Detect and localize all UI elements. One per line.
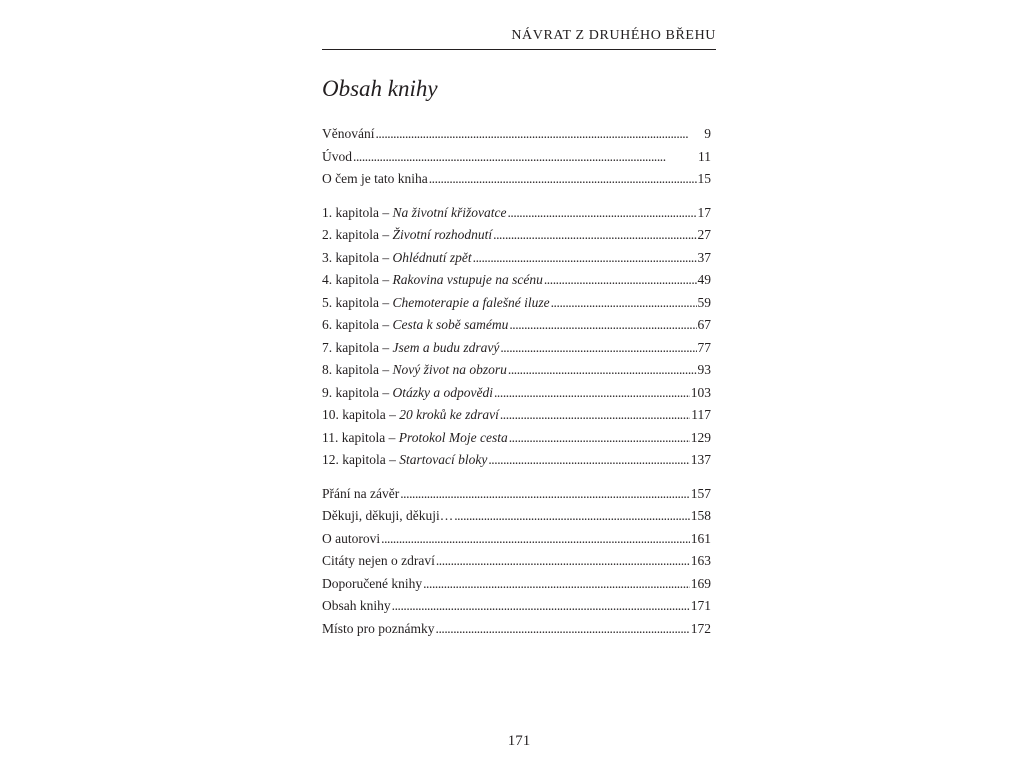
dot-leader bbox=[493, 224, 696, 247]
dot-leader bbox=[423, 573, 690, 596]
toc-entry-page: 37 bbox=[697, 249, 711, 265]
toc-chapter-entry bbox=[322, 337, 711, 360]
toc-entry-label: Citáty nejen o zdraví bbox=[322, 553, 435, 568]
toc-chapter-label bbox=[322, 202, 506, 225]
toc-entry-page: 137 bbox=[690, 452, 711, 467]
toc-entry bbox=[322, 573, 711, 596]
toc-entry-page: 67 bbox=[697, 317, 711, 332]
toc-chapter-label bbox=[322, 427, 508, 450]
toc-entry-label: Doporučené knihy bbox=[322, 575, 423, 591]
toc-entry-page: 103 bbox=[690, 384, 711, 400]
table-of-contents bbox=[322, 123, 711, 640]
dot-leader bbox=[508, 359, 697, 382]
toc-chapter-entry bbox=[322, 382, 711, 405]
toc-chapter-entry bbox=[322, 247, 711, 270]
toc-chapter-entry bbox=[322, 359, 711, 382]
dot-leader bbox=[381, 528, 690, 551]
chapter-title: 20 kroků ke zdraví bbox=[399, 407, 499, 422]
toc-entry-page: 9 bbox=[704, 126, 711, 141]
toc-chapter-label bbox=[322, 404, 499, 427]
toc-entry-label: Úvod bbox=[322, 148, 352, 164]
toc-entry bbox=[322, 146, 711, 169]
toc-entry-label: Přání na závěr bbox=[322, 485, 400, 501]
chapter-title: Na životní křižovatce bbox=[392, 204, 507, 220]
toc-chapter-label bbox=[322, 337, 499, 360]
toc-entry-page: 49 bbox=[697, 272, 711, 287]
chapter-title: Ohlédnutí zpět bbox=[392, 249, 472, 265]
toc-entry-label: O čem je tato kniha bbox=[322, 171, 428, 186]
dot-leader bbox=[488, 449, 689, 472]
running-head: NÁVRAT Z DRUHÉHO BŘEHU bbox=[511, 28, 716, 43]
dot-leader bbox=[500, 404, 690, 427]
toc-entry bbox=[322, 505, 711, 528]
chapter-title: Chemoterapie a falešné iluze bbox=[392, 294, 550, 310]
toc-entry bbox=[322, 595, 711, 618]
toc-chapter-label bbox=[322, 382, 493, 405]
toc-entry-page: 161 bbox=[690, 530, 711, 546]
toc-entry-page: 171 bbox=[690, 598, 711, 613]
chapter-prefix: 5. kapitola – bbox=[322, 294, 393, 310]
toc-entry-page: 117 bbox=[691, 407, 711, 422]
dot-leader bbox=[544, 269, 697, 292]
toc-entry-label: Věnování bbox=[322, 126, 375, 141]
toc-entry-label: Děkuji, děkuji, děkuji… bbox=[322, 508, 454, 523]
dot-leader bbox=[507, 202, 696, 225]
toc-entry-page: 163 bbox=[690, 553, 711, 568]
toc-entry-page: 157 bbox=[690, 485, 711, 501]
chapter-prefix: 4. kapitola – bbox=[322, 272, 393, 287]
page-title: Obsah knihy bbox=[322, 76, 438, 101]
chapter-title: Protokol Moje cesta bbox=[398, 429, 508, 445]
dot-leader bbox=[454, 505, 690, 528]
toc-entry bbox=[322, 483, 711, 506]
dot-leader bbox=[551, 292, 697, 315]
dot-leader bbox=[392, 595, 690, 618]
toc-entry-page: 172 bbox=[690, 620, 711, 636]
toc-chapter-label bbox=[322, 247, 472, 270]
dot-leader bbox=[400, 483, 690, 506]
toc-chapter-label bbox=[322, 224, 492, 247]
dot-leader bbox=[436, 550, 690, 573]
dot-leader bbox=[353, 146, 697, 169]
toc-chapter-entry bbox=[322, 449, 711, 472]
toc-chapter-label bbox=[322, 359, 507, 382]
chapter-prefix: 8. kapitola – bbox=[322, 362, 393, 377]
toc-chapter-entry bbox=[322, 269, 711, 292]
toc-entry-label: O autorovi bbox=[322, 530, 381, 546]
chapter-prefix: 9. kapitola – bbox=[322, 384, 393, 400]
toc-entry-page: 11 bbox=[698, 148, 711, 164]
toc-entry bbox=[322, 528, 711, 551]
chapter-prefix: 12. kapitola – bbox=[322, 452, 400, 467]
toc-chapter-label bbox=[322, 269, 543, 292]
toc-chapter-label bbox=[322, 292, 550, 315]
dot-leader bbox=[509, 427, 690, 450]
dot-leader bbox=[429, 168, 697, 191]
toc-chapter-entry bbox=[322, 427, 711, 450]
dot-leader bbox=[473, 247, 697, 270]
dot-leader bbox=[375, 123, 703, 146]
toc-chapter-entry bbox=[322, 404, 711, 427]
chapter-prefix: 3. kapitola – bbox=[322, 249, 393, 265]
dot-leader bbox=[494, 382, 690, 405]
toc-entry-page: 169 bbox=[690, 575, 711, 591]
chapter-prefix: 11. kapitola – bbox=[322, 429, 399, 445]
toc-chapters bbox=[322, 202, 711, 472]
chapter-title: Rakovina vstupuje na scénu bbox=[392, 272, 543, 287]
toc-entry-page: 77 bbox=[697, 339, 711, 355]
dot-leader bbox=[436, 618, 690, 641]
toc-entry bbox=[322, 123, 711, 146]
page-number: 171 bbox=[507, 733, 531, 749]
toc-chapter-label bbox=[322, 314, 508, 337]
toc-chapter-entry bbox=[322, 202, 711, 225]
toc-entry-label: Obsah knihy bbox=[322, 598, 391, 613]
chapter-prefix: 7. kapitola – bbox=[322, 339, 393, 355]
toc-entry-label: Místo pro poznámky bbox=[322, 620, 435, 636]
chapter-title: Nový život na obzoru bbox=[392, 362, 507, 377]
header-rule bbox=[322, 49, 716, 50]
chapter-prefix: 10. kapitola – bbox=[322, 407, 400, 422]
toc-entry-page: 129 bbox=[690, 429, 711, 445]
toc-chapter-entry bbox=[322, 224, 711, 247]
toc-chapter-entry bbox=[322, 314, 711, 337]
toc-entry bbox=[322, 618, 711, 641]
chapter-prefix: 1. kapitola – bbox=[322, 204, 393, 220]
toc-entry-page: 17 bbox=[697, 204, 711, 220]
toc-back-matter bbox=[322, 483, 711, 641]
dot-leader bbox=[509, 314, 696, 337]
toc-chapter-entry bbox=[322, 292, 711, 315]
chapter-prefix: 2. kapitola – bbox=[322, 227, 393, 242]
toc-entry bbox=[322, 168, 711, 191]
toc-entry-page: 59 bbox=[697, 294, 711, 310]
toc-entry bbox=[322, 550, 711, 573]
chapter-title: Startovací bloky bbox=[399, 452, 488, 467]
chapter-title: Jsem a budu zdravý bbox=[392, 339, 500, 355]
toc-entry-page: 93 bbox=[697, 362, 711, 377]
toc-entry-page: 158 bbox=[690, 508, 711, 523]
toc-entry-page: 27 bbox=[697, 227, 711, 242]
dot-leader bbox=[500, 337, 696, 360]
toc-chapter-label bbox=[322, 449, 487, 472]
toc-entry-page: 15 bbox=[697, 171, 711, 186]
chapter-title: Cesta k sobě samému bbox=[392, 317, 509, 332]
chapter-title: Životní rozhodnutí bbox=[392, 227, 493, 242]
toc-front-matter bbox=[322, 123, 711, 191]
chapter-title: Otázky a odpovědi bbox=[392, 384, 493, 400]
chapter-prefix: 6. kapitola – bbox=[322, 317, 393, 332]
